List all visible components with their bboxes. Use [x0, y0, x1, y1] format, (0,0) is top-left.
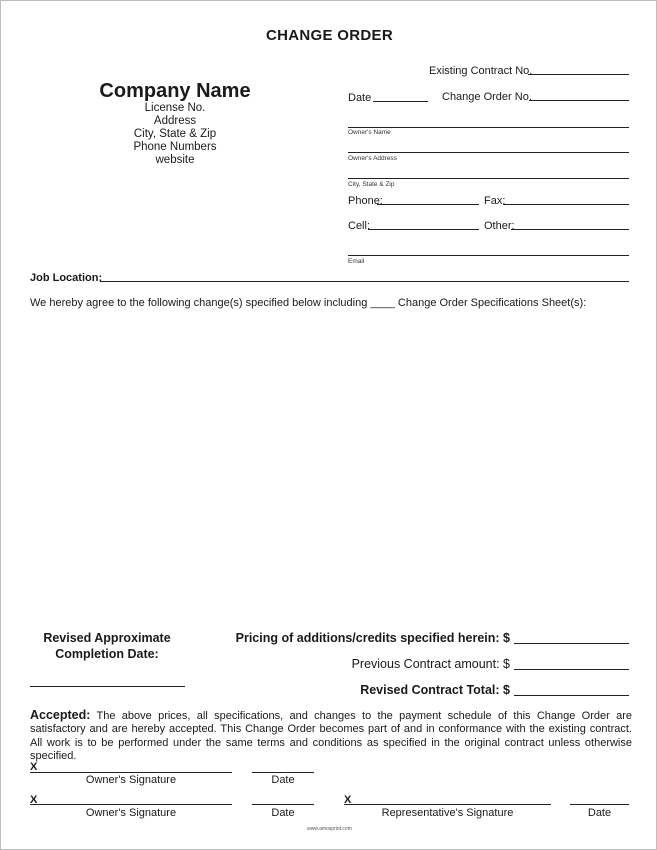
other-field[interactable] [511, 229, 629, 230]
owner-date-label-1: Date [271, 774, 295, 786]
cell-label: Cell: [348, 220, 371, 232]
job-location-label: Job Location: [30, 272, 103, 284]
signature-x-mark: X [30, 794, 38, 806]
accepted-paragraph [30, 709, 632, 764]
other-label: Other: [484, 220, 515, 232]
email-label: Email [348, 258, 365, 265]
completion-date-line1: Revised Approximate [43, 631, 171, 645]
specifications-area[interactable] [30, 315, 629, 623]
form-title: CHANGE ORDER [266, 27, 393, 44]
representative-date-label: Date [587, 807, 612, 819]
previous-contract-field[interactable] [514, 669, 629, 670]
change-order-no-label: Change Order No. [442, 91, 532, 103]
change-order-no-field[interactable] [529, 100, 629, 101]
company-city-state-zip: City, State & Zip [133, 128, 217, 140]
pricing-additions-field[interactable] [514, 643, 629, 644]
completion-date-field[interactable] [30, 686, 185, 687]
agreement-text: We hereby agree to the following change(s) specified below including ____ Change Order Specifications Sheet(s): [30, 297, 587, 309]
existing-contract-field[interactable] [528, 74, 629, 75]
previous-contract-label: Previous Contract amount: $ [351, 657, 510, 671]
existing-contract-label: Existing Contract No. [429, 65, 533, 77]
representative-date-field[interactable] [570, 804, 629, 805]
company-website: website [155, 154, 195, 166]
representative-signature-label: Representative's Signature [381, 807, 514, 819]
phone-label: Phone: [348, 195, 383, 207]
cell-field[interactable] [368, 229, 479, 230]
city-state-zip-label: City, State & Zip [348, 181, 395, 188]
owner-signature-field-2[interactable] [30, 804, 232, 805]
date-label: Date [348, 92, 372, 104]
city-state-zip-field[interactable] [348, 178, 629, 179]
accepted-heading: Accepted: [30, 708, 91, 722]
company-phone-numbers: Phone Numbers [133, 141, 217, 153]
signature-x-mark: X [30, 761, 38, 773]
owners-address-label: Owner's Address [348, 155, 397, 162]
owner-signature-field-1[interactable] [30, 772, 232, 773]
owner-date-field-1[interactable] [252, 772, 314, 773]
pricing-additions-label: Pricing of additions/credits specified herein: $ [235, 631, 510, 645]
owners-address-field[interactable] [348, 152, 629, 153]
phone-field[interactable] [377, 204, 479, 205]
representative-signature-field[interactable] [344, 804, 551, 805]
revised-total-field[interactable] [514, 695, 629, 696]
company-address: Address [153, 115, 197, 127]
company-name: Company Name [99, 80, 251, 102]
signature-x-mark: X [344, 794, 352, 806]
footer-url: www.amosprint.com [307, 826, 352, 832]
email-field[interactable] [348, 255, 629, 256]
owner-signature-label-2: Owner's Signature [85, 807, 177, 819]
date-field[interactable] [373, 101, 428, 102]
fax-label: Fax: [484, 195, 506, 207]
owner-date-field-2[interactable] [252, 804, 314, 805]
owners-name-label: Owner's Name [348, 129, 391, 136]
job-location-field[interactable] [100, 281, 629, 282]
accepted-body: The above prices, all specifications, and changes to the payment schedule of this Change Order are satisfactory and are hereby accepted. This Change Order becomes part of and in conformance with the existing contract. All work is to be performed under the same terms and conditions as specified in the original contract unless otherwise specified. [30, 710, 632, 763]
revised-total-label: Revised Contract Total: $ [360, 683, 510, 697]
company-license: License No. [144, 102, 206, 114]
owners-name-field[interactable] [348, 127, 629, 128]
fax-field[interactable] [503, 204, 629, 205]
owner-date-label-2: Date [271, 807, 295, 819]
completion-date-line2: Completion Date: [55, 647, 159, 661]
owner-signature-label-1: Owner's Signature [85, 774, 177, 786]
